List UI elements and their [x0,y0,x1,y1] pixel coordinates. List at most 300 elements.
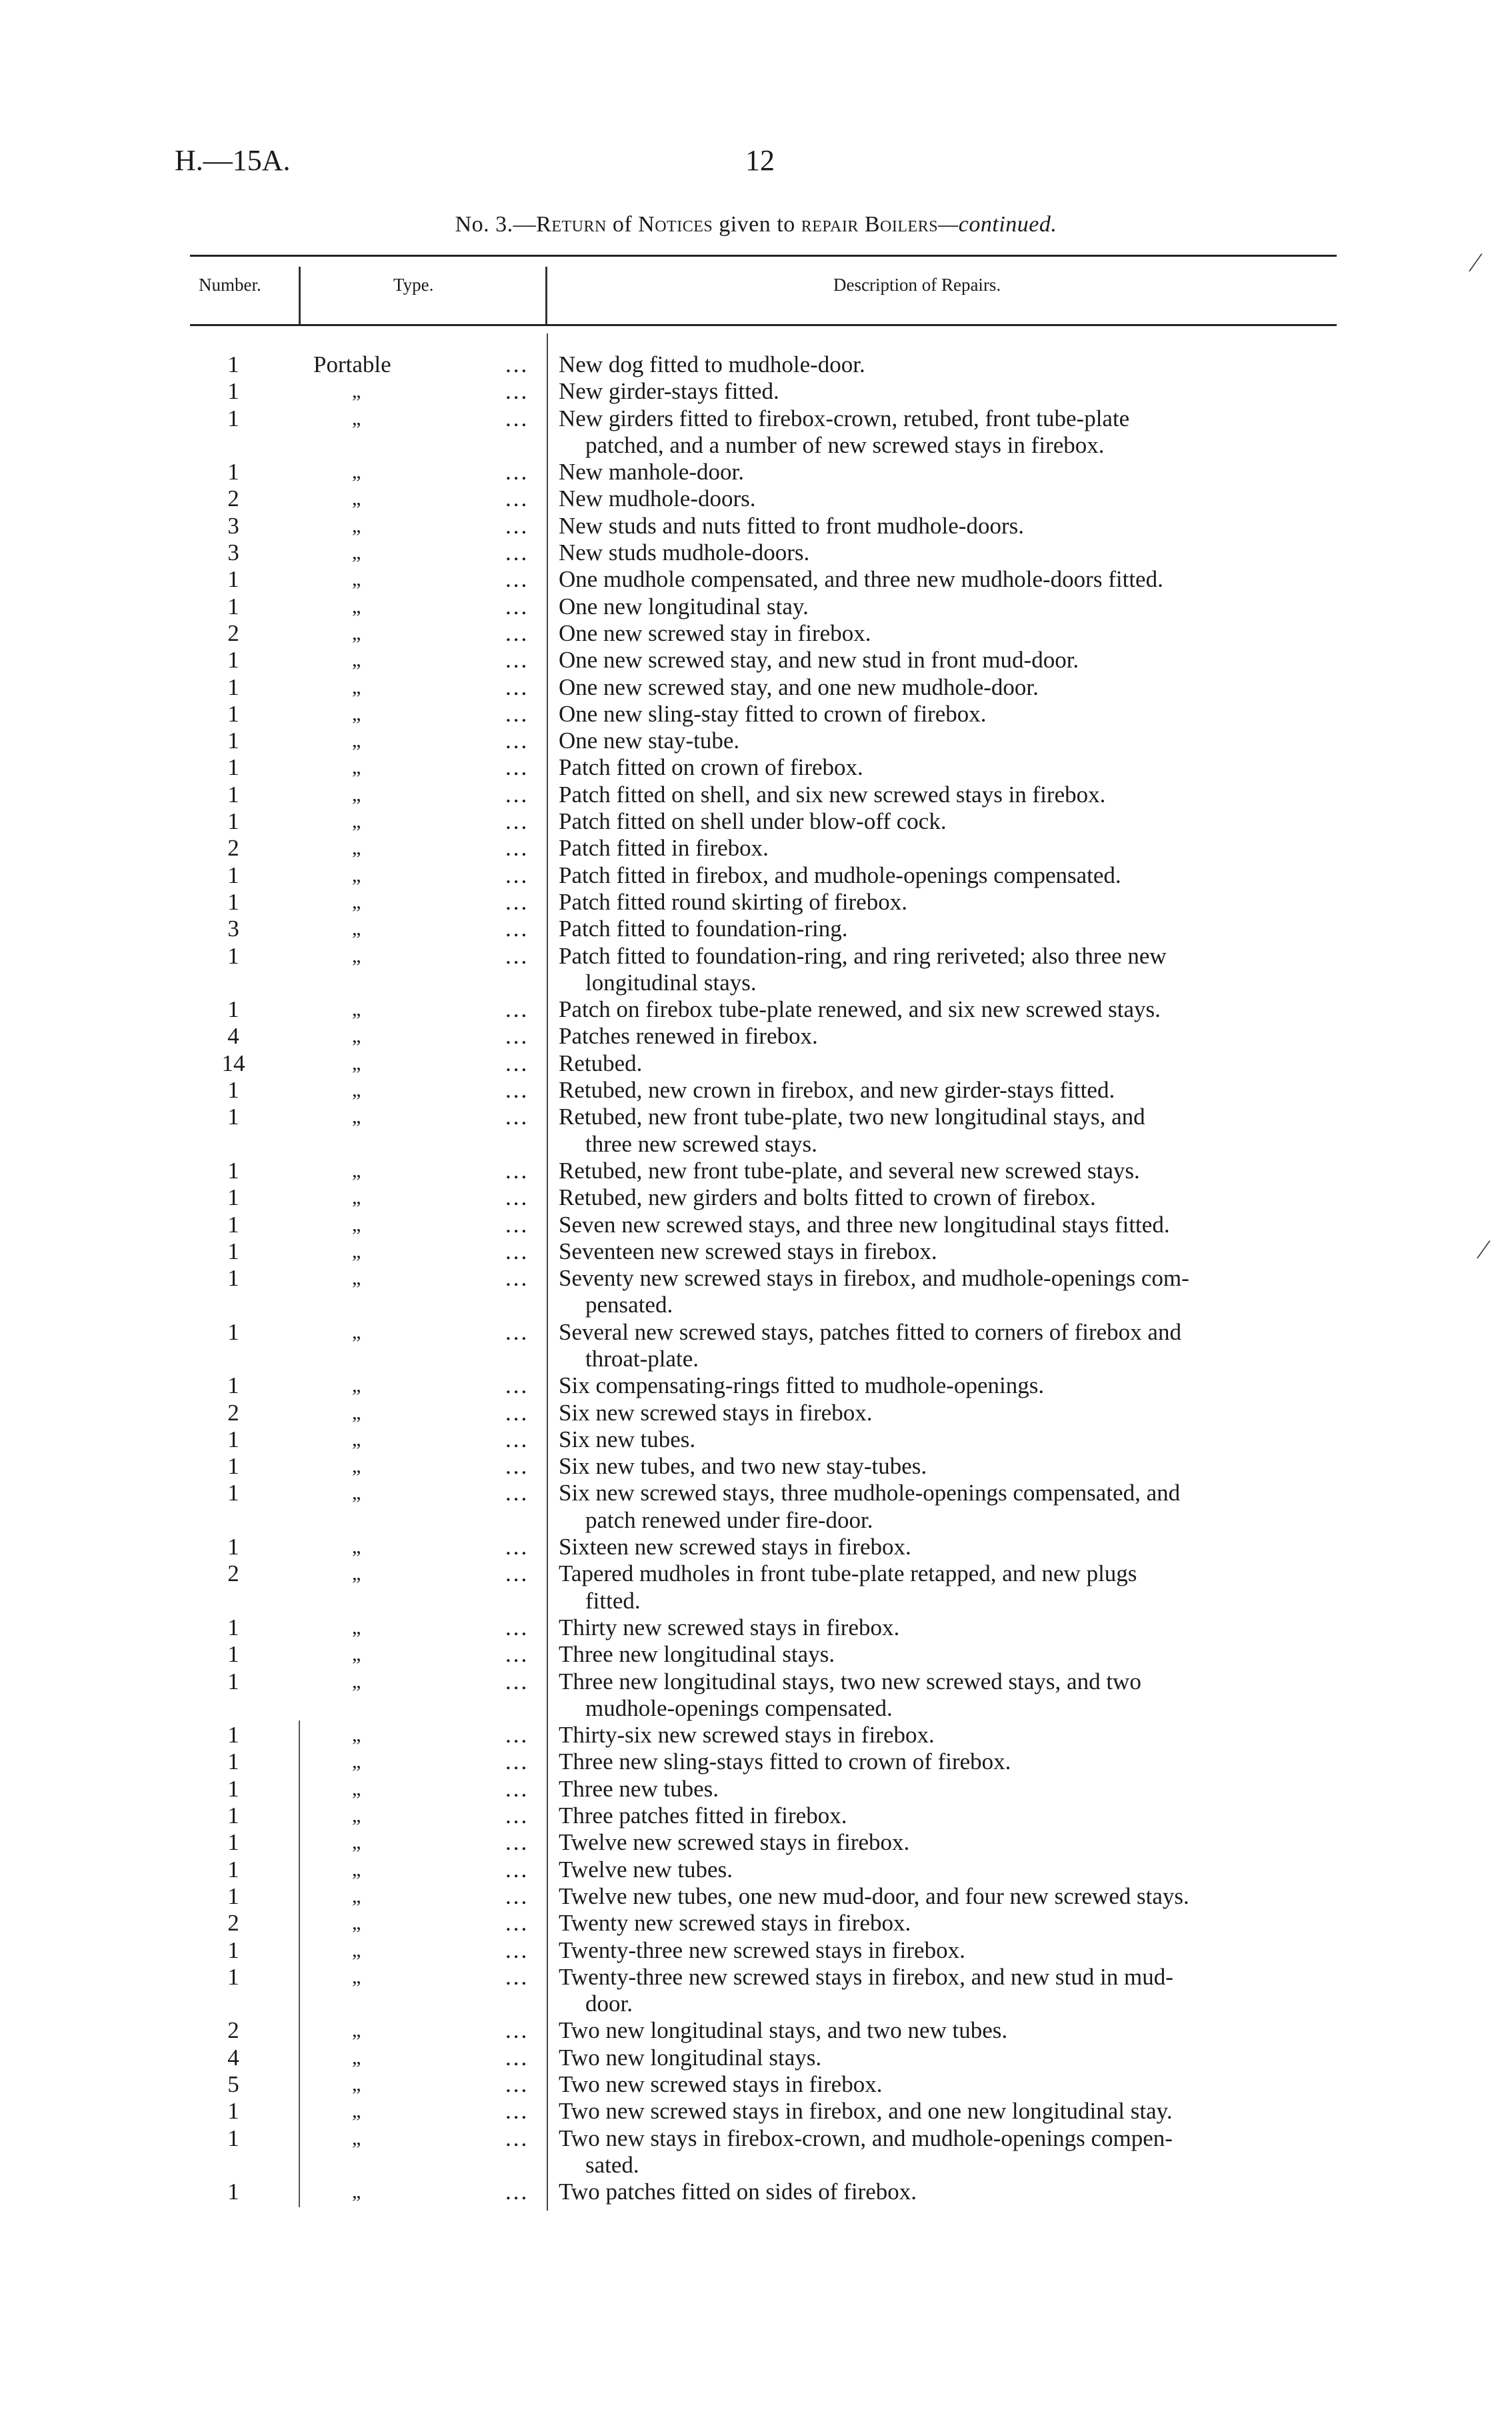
row-leader: ... [505,1238,529,1264]
table-row [0,889,1512,916]
row-leader: ... [505,728,529,754]
row-description-line: New studs and nuts fitted to front mudhole-doors. [559,512,1024,539]
row-description [559,1641,1347,1668]
row-leader: ... [505,674,529,700]
row-description-line: Two new screwed stays in firebox, and one new longitudinal stay. [559,2098,1173,2125]
row-description [559,1910,1347,1937]
row-description-continuation: three new screwed stays. [585,1130,817,1157]
row-number: 1 [227,2125,239,2151]
row-description-line: Seventy new screwed stays in firebox, and mudhole-openings com- [559,1265,1189,1292]
row-description [559,1184,1347,1211]
row-description-line: One new screwed stay, and one new mudhole-door. [559,674,1039,700]
row-description [559,2098,1347,2125]
row-type-ditto: „ [352,1562,361,1585]
row-leader: ... [505,539,529,566]
row-number: 1 [227,1883,239,1909]
row-type-ditto: „ [352,649,361,672]
page-title [0,212,1512,237]
row-number: 3 [227,916,239,942]
row-description [559,1722,1347,1748]
row-leader: ... [505,1372,529,1399]
table-header-rule [190,324,1337,326]
row-description-line: Sixteen new screwed stays in firebox. [559,1534,911,1560]
table-row [0,1722,1512,1748]
row-leader: ... [505,1265,529,1292]
row-leader: ... [505,916,529,942]
row-type-ditto: „ [352,1885,361,1907]
row-description-line: Seventeen new screwed stays in firebox. [559,1238,937,1264]
row-leader: ... [505,2125,529,2151]
row-number: 1 [227,1453,239,1480]
row-leader: ... [505,1614,529,1640]
row-description-line: Two new longitudinal stays, and two new tubes. [559,2017,1008,2044]
row-type-ditto: „ [352,1777,361,1800]
row-type-ditto: „ [352,2181,361,2203]
title-of: of [606,212,639,237]
page-reference: H.—15A. [175,144,291,177]
row-description-line: New manhole-door. [559,459,744,485]
row-description-line: Twenty-three new screwed stays in firebox. [559,1937,965,1963]
row-description-line: Retubed, new crown in firebox, and new girder-stays fitted. [559,1077,1115,1104]
table-row [0,1857,1512,1883]
row-type-ditto: „ [352,1724,361,1746]
row-number: 1 [227,1534,239,1560]
row-leader: ... [505,1937,529,1963]
row-leader: ... [505,942,529,969]
row-description [559,620,1347,647]
table-row [0,2179,1512,2205]
row-description-line: Patch fitted on shell under blow-off cock. [559,808,947,835]
row-type-ditto: „ [352,1106,361,1128]
table-row [0,1480,1512,1534]
row-leader: ... [505,1748,529,1775]
row-leader: ... [505,1802,529,1829]
row-description [559,1023,1347,1050]
row-description [559,513,1347,539]
table-row [0,1802,1512,1829]
row-leader: ... [505,1184,529,1211]
row-number: 1 [227,405,239,431]
row-leader: ... [505,1668,529,1694]
row-number: 1 [227,674,239,700]
row-description [559,1238,1347,1265]
row-description-line: Twenty new screwed stays in firebox. [559,1910,911,1937]
row-type-ditto: „ [352,2046,361,2069]
row-type-ditto: „ [352,1831,361,1854]
row-leader: ... [505,1534,529,1560]
row-description-continuation: patch renewed under fire-door. [585,1506,873,1533]
row-description-line: Several new screwed stays, patches fitted to corners of firebox and [559,1318,1181,1345]
row-leader: ... [505,351,529,377]
row-description-line: New mudhole-doors. [559,485,756,512]
row-description-line: Retubed, new front tube-plate, two new longitudinal stays, and [559,1104,1145,1130]
row-number: 2 [227,485,239,512]
row-description [559,2179,1347,2205]
table-top-rule [190,255,1337,257]
row-number: 1 [227,728,239,754]
row-description [559,1050,1347,1077]
row-leader: ... [505,781,529,808]
table-row [0,835,1512,862]
table-row [0,1319,1512,1373]
row-number: 1 [227,700,239,727]
column-divider-1 [299,267,301,324]
row-type-ditto: „ [352,1159,361,1182]
row-type-ditto: „ [352,1616,361,1638]
row-leader: ... [505,1480,529,1506]
row-leader: ... [505,1318,529,1345]
row-number: 1 [227,942,239,969]
row-number: 1 [227,2098,239,2125]
row-type-ditto: „ [352,1374,361,1397]
row-type-ditto: „ [352,568,361,591]
row-leader: ... [505,1399,529,1426]
row-description-line: Patch fitted in firebox, and mudhole-openings compensated. [559,862,1121,888]
row-description [559,1776,1347,1802]
row-description-line: Patch fitted to foundation-ring, and ring reriveted; also three new [559,942,1167,969]
row-description-continuation: longitudinal stays. [585,969,757,996]
row-description-line: Six compensating-rings fitted to mudhole-openings. [559,1372,1045,1399]
row-number: 1 [227,1318,239,1345]
row-number: 1 [227,1426,239,1452]
row-description [559,1319,1347,1373]
row-number: 1 [227,1963,239,1990]
row-type-ditto: „ [352,730,361,752]
row-number: 1 [227,566,239,593]
row-description-line: New studs mudhole-doors. [559,539,810,566]
row-number: 5 [227,2071,239,2097]
row-description [559,1400,1347,1426]
row-description-line: Thirty new screwed stays in firebox. [559,1614,900,1640]
table-row [0,916,1512,942]
row-description-line: Three new sling-stays fitted to crown of firebox. [559,1748,1011,1775]
table-row [0,2045,1512,2071]
column-header-description: Description of Repairs. [833,275,1001,295]
table-row [0,2071,1512,2098]
table-row [0,1614,1512,1641]
row-number: 1 [227,378,239,405]
row-leader: ... [505,378,529,405]
row-type-ditto: „ [352,1186,361,1209]
row-description [559,1668,1347,1722]
row-number: 1 [227,1641,239,1668]
row-type-ditto: „ [352,461,361,483]
row-type-ditto: „ [352,595,361,618]
table-row [0,1265,1512,1319]
row-description [559,1883,1347,1910]
row-leader: ... [505,1211,529,1238]
row-type-ditto: „ [352,407,361,429]
row-description [559,1534,1347,1560]
row-description [559,378,1347,405]
row-type-ditto: „ [352,890,361,913]
row-description-line: One new screwed stay, and new stud in front mud-door. [559,647,1079,674]
row-description-line: New girders fitted to firebox-crown, retubed, front tube-plate [559,405,1130,431]
row-leader: ... [505,862,529,888]
row-type-ditto: „ [352,2073,361,2095]
row-description-line: Thirty-six new screwed stays in firebox. [559,1722,935,1748]
row-leader: ... [505,1453,529,1480]
row-type-ditto: „ [352,864,361,886]
row-description [559,2125,1347,2179]
table-row [0,566,1512,593]
row-type-ditto: „ [352,2019,361,2042]
margin-mark-top: ⁄ [1473,247,1478,277]
row-description-line: Patch fitted on crown of firebox. [559,754,863,781]
row-type-ditto: „ [352,1401,361,1424]
row-description-continuation: patched, and a number of new screwed stays in firebox. [585,431,1105,458]
row-description-line: Patches renewed in firebox. [559,1023,818,1050]
row-number: 3 [227,539,239,566]
row-description-line: Three new tubes. [559,1775,719,1802]
row-type-ditto: „ [352,1939,361,1961]
row-type-ditto: „ [352,783,361,806]
page-number: 12 [745,144,775,177]
row-number: 1 [227,1802,239,1829]
row-type-ditto: „ [352,998,361,1021]
row-type-ditto: „ [352,756,361,779]
row-description [559,1265,1347,1319]
row-number: 1 [227,1856,239,1883]
table-row [0,405,1512,459]
row-description-line: Six new screwed stays in firebox. [559,1399,873,1426]
table-row [0,485,1512,512]
row-number: 1 [227,2179,239,2205]
row-number: 1 [227,808,239,835]
row-leader: ... [505,593,529,620]
row-type-ditto: „ [352,1267,361,1290]
table-row [0,1158,1512,1184]
row-description [559,1480,1347,1534]
row-number: 14 [221,1050,245,1076]
row-number: 1 [227,754,239,781]
row-description [559,1426,1347,1453]
row-description [559,405,1347,459]
title-number: No. 3.— [455,212,537,237]
row-number: 2 [227,620,239,646]
row-leader: ... [505,2044,529,2071]
row-description-line: Retubed, new front tube-plate, and several new screwed stays. [559,1157,1140,1184]
row-description-line: Retubed. [559,1050,643,1076]
row-number: 1 [227,1829,239,1856]
row-description [559,1614,1347,1641]
row-description-line: Patch on firebox tube-plate renewed, and six new screwed stays. [559,996,1161,1023]
row-type-ditto: „ [352,1804,361,1827]
row-type-ditto: „ [352,918,361,940]
row-type: Portable [313,351,391,377]
row-leader: ... [505,1077,529,1104]
row-type-ditto: „ [352,944,361,967]
row-description [559,2045,1347,2071]
row-leader: ... [505,1050,529,1076]
row-description-continuation: sated. [585,2151,639,2178]
row-number: 1 [227,1238,239,1264]
row-leader: ... [505,1856,529,1883]
row-description-line: Three patches fitted in firebox. [559,1802,847,1829]
row-leader: ... [505,2098,529,2125]
row-type-ditto: „ [352,1240,361,1262]
table-row [0,378,1512,405]
row-type-ditto: „ [352,1536,361,1558]
margin-mark-middle: ⁄ [1481,1234,1486,1264]
table-row [0,808,1512,835]
table-row [0,647,1512,674]
row-description [559,1104,1347,1158]
row-type-ditto: „ [352,702,361,725]
row-description-line: Twelve new tubes, one new mud-door, and four new screwed stays. [559,1883,1189,1909]
row-leader: ... [505,1641,529,1668]
row-description [559,566,1347,593]
row-description-line: Retubed, new girders and bolts fitted to crown of firebox. [559,1184,1096,1211]
row-leader: ... [505,647,529,674]
table-row [0,351,1512,378]
row-description-line: Twenty-three new screwed stays in firebox, and new stud in mud- [559,1963,1173,1990]
row-description [559,1937,1347,1964]
row-description [559,1158,1347,1184]
row-description [559,351,1347,378]
row-type-ditto: „ [352,514,361,537]
table-row [0,1023,1512,1050]
table-row [0,1776,1512,1802]
row-description [559,701,1347,728]
table-row [0,1104,1512,1158]
row-number: 1 [227,1184,239,1211]
row-description [559,2017,1347,2044]
row-number: 1 [227,1480,239,1506]
row-description-line: One new stay-tube. [559,728,740,754]
table-row [0,2098,1512,2125]
table-row [0,1453,1512,1480]
row-description-line: New girder-stays fitted. [559,378,779,405]
row-type-ditto: „ [352,1320,361,1343]
table-row [0,862,1512,889]
table-row [0,1937,1512,1964]
row-type-ditto: „ [352,1455,361,1478]
row-leader: ... [505,1104,529,1130]
row-type-ditto: „ [352,676,361,698]
row-description-line: New dog fitted to mudhole-door. [559,351,865,377]
row-description-continuation: pensated. [585,1292,673,1318]
table-row [0,539,1512,566]
row-description-line: Two new stays in firebox-crown, and mudhole-openings compen- [559,2125,1173,2151]
row-type-ditto: „ [352,487,361,510]
row-description-continuation: door. [585,1991,633,2017]
row-description-line: Patch fitted on shell, and six new screwed stays in firebox. [559,781,1106,808]
row-type-ditto: „ [352,1428,361,1450]
row-type-ditto: „ [352,1750,361,1773]
row-number: 1 [227,1372,239,1399]
table-row [0,1077,1512,1104]
row-leader: ... [505,996,529,1023]
row-description-line: Twelve new tubes. [559,1856,733,1883]
row-type-ditto: „ [352,1912,361,1935]
row-description [559,539,1347,566]
table-row [0,1238,1512,1265]
row-number: 1 [227,1104,239,1130]
row-leader: ... [505,1722,529,1748]
row-type-ditto: „ [352,810,361,833]
table-row [0,1184,1512,1211]
row-number: 1 [227,888,239,915]
column-header-type: Type. [393,275,434,295]
row-number: 1 [227,1775,239,1802]
row-description [559,459,1347,485]
row-description [559,1560,1347,1614]
table-row [0,1668,1512,1722]
row-description [559,862,1347,889]
table-row [0,996,1512,1023]
row-type-ditto: „ [352,1670,361,1692]
row-leader: ... [505,1829,529,1856]
row-leader: ... [505,2179,529,2205]
row-type-ditto: „ [352,541,361,564]
row-number: 1 [227,1265,239,1292]
row-number: 2 [227,835,239,862]
row-number: 1 [227,593,239,620]
row-description-line: Seven new screwed stays, and three new longitudinal stays fitted. [559,1211,1170,1238]
row-description [559,1802,1347,1829]
row-leader: ... [505,2071,529,2097]
row-leader: ... [505,459,529,485]
row-description-line: Two new screwed stays in firebox. [559,2071,883,2097]
table-row [0,1883,1512,1910]
table-row [0,1829,1512,1856]
row-description [559,647,1347,674]
row-description-line: Two patches fitted on sides of firebox. [559,2179,917,2205]
row-leader: ... [505,888,529,915]
row-type-ditto: „ [352,1213,361,1236]
table-row [0,1212,1512,1238]
table-row [0,1372,1512,1399]
title-given-to: given to [713,212,801,237]
table-row [0,593,1512,620]
row-description [559,728,1347,754]
row-leader: ... [505,835,529,862]
row-leader: ... [505,485,529,512]
row-number: 4 [227,1023,239,1050]
row-description [559,485,1347,512]
table-row [0,1748,1512,1775]
row-leader: ... [505,1560,529,1587]
row-description [559,916,1347,942]
table-row [0,701,1512,728]
row-leader: ... [505,1023,529,1050]
row-leader: ... [505,405,529,431]
row-number: 2 [227,1560,239,1587]
table-row [0,1050,1512,1077]
table-row [0,459,1512,485]
row-description-line: Six new tubes, and two new stay-tubes. [559,1453,927,1480]
row-leader: ... [505,700,529,727]
row-description-continuation: mudhole-openings compensated. [585,1694,893,1721]
title-continued: —continued. [938,212,1057,237]
row-description [559,1212,1347,1238]
title-return: Return [536,212,607,237]
row-description-line: Twelve new screwed stays in firebox. [559,1829,910,1856]
row-description-line: Six new tubes. [559,1426,696,1452]
table-row [0,513,1512,539]
row-description [559,782,1347,808]
row-description-line: One new screwed stay in firebox. [559,620,871,646]
row-number: 1 [227,1937,239,1963]
table-row [0,1964,1512,2018]
table-row [0,728,1512,754]
row-number: 2 [227,2017,239,2044]
row-type-ditto: „ [352,380,361,403]
row-leader: ... [505,1157,529,1184]
row-type-ditto: „ [352,1052,361,1074]
row-description [559,808,1347,835]
